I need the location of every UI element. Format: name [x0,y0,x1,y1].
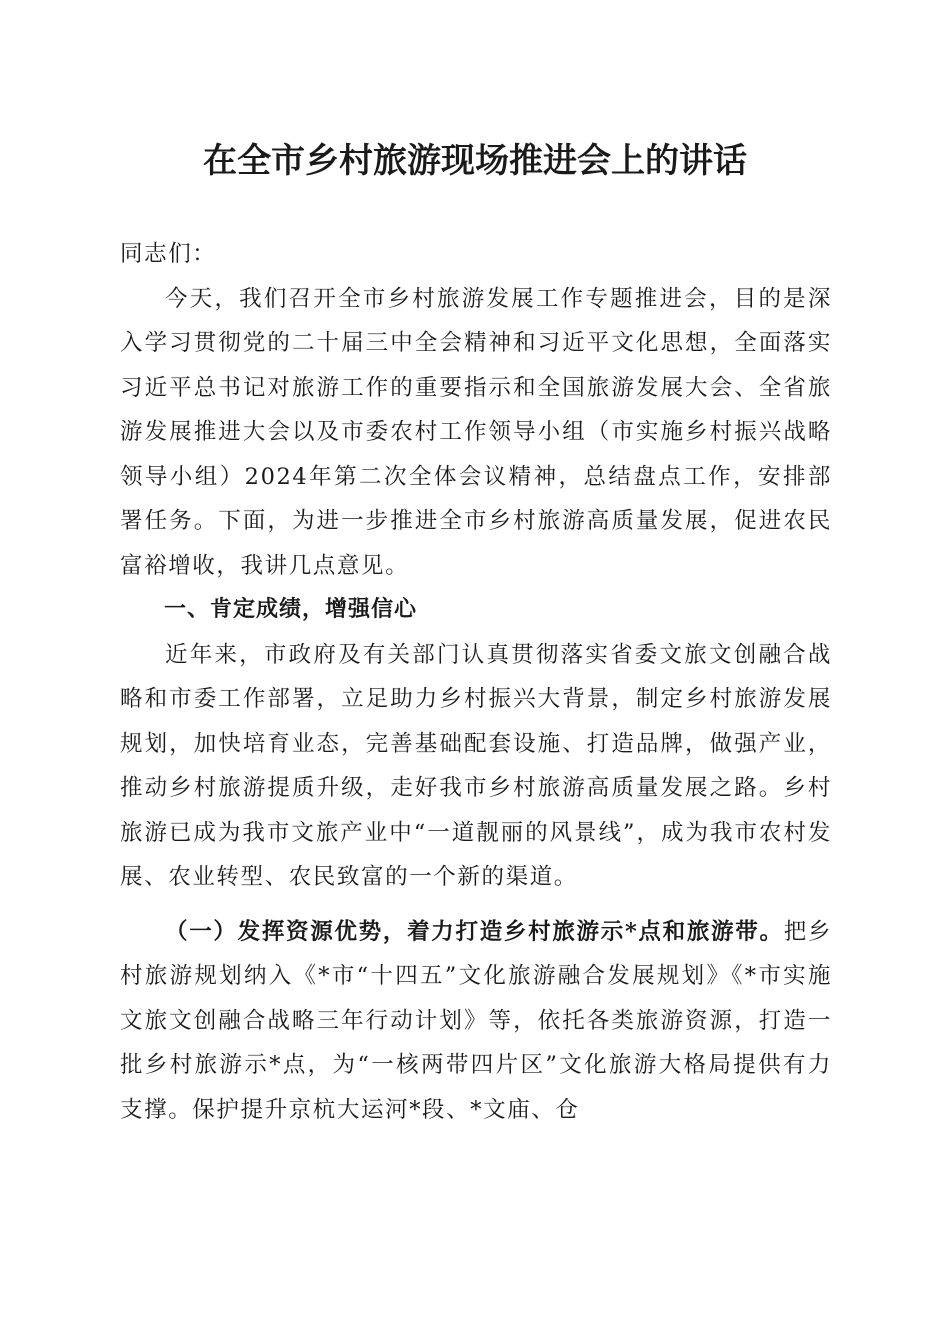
subsection-heading-1: （一）发挥资源优势，着力打造乡村旅游示*点和旅游带。 [165,918,784,945]
achievements-paragraph: 近年来，市政府及有关部门认真贯彻落实省委文旅文创融合战略和市委工作部署，立足助力乡村振兴大背景，制定乡村旅游发展规划，加快培育业态，完善基础配套设施、打造品牌，做强产业，推动乡村旅游提质升级，走好我市乡村旅游高质量发展之路。乡村旅游已成为我市文旅产业中“一道靓丽的风景线”，成为我市农村发展、农业转型、农民致富的一个新的渠道。 [120,641,832,890]
section-heading-1: 一、肯定成绩，增强信心 [164,597,418,622]
page-title: 在全市乡村旅游现场推进会上的讲话 [203,141,747,181]
salutation: 同志们： [120,241,217,267]
subsection-body-1: 把乡村旅游规划纳入《*市“十四五”文化旅游融合发展规划》《*市实施文旅文创融合战略三年行动计划》等，依托各类旅游资源，打造一批乡村旅游示*点，为“一核两带四片区”文化旅游大格局提供有力支撑。保护提升京杭大运河*段、*文庙、仓 [120,918,832,1123]
paragraph-spacer [120,900,832,910]
document-body [120,232,832,1132]
intro-paragraph: 今天，我们召开全市乡村旅游发展工作专题推进会，目的是深入学习贯彻党的二十届三中全会精神和习近平文化思想，全面落实习近平总书记对旅游工作的重要指示和全国旅游发展大会、全省旅游发展推进大会以及市委农村工作领导小组（市实施乡村振兴战略领导小组）2024年第二次全体会议精神，总结盘点工作，安排部署任务。下面，为进一步推进全市乡村旅游高质量发展，促进农民富裕增收，我讲几点意见。 [120,285,832,579]
subsection-paragraph-1 [120,910,832,1133]
